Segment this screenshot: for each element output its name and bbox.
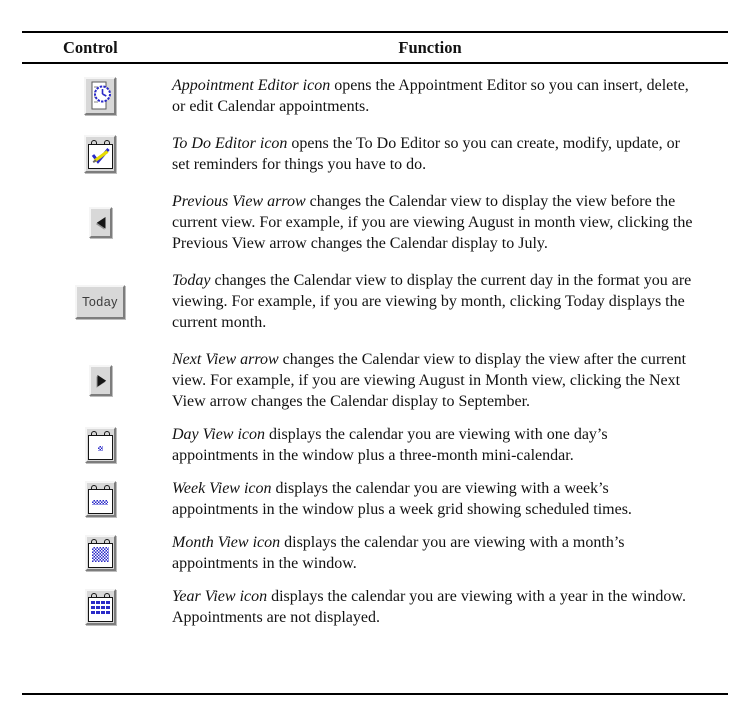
function-cell [172, 270, 697, 333]
control-description: displays the calendar you are viewing with a month’s appointments in the window. [172, 534, 625, 572]
previous-view-arrow-icon [89, 207, 112, 238]
column-header-control: Control [63, 37, 118, 57]
control-term: Day View icon [172, 426, 266, 443]
calendar-page-glyph [88, 539, 113, 568]
control-description: opens the Appointment Editor so you can insert, delete, or edit Calendar appointments. [172, 77, 689, 115]
table-bottom-rule [22, 693, 728, 695]
control-term: Month View icon [172, 534, 281, 551]
control-description: changes the Calendar view to display the current day in the format you are viewing. For example, if you are viewing by month, clicking Today displays the current month. [172, 272, 692, 331]
function-cell [172, 349, 697, 412]
calendar-page [88, 597, 113, 622]
appointment-editor-icon [84, 77, 116, 115]
calendar-page-glyph [88, 593, 113, 622]
control-cell [22, 135, 172, 173]
calendar-page [88, 489, 113, 514]
control-term: Next View arrow [172, 351, 279, 368]
function-cell [172, 532, 697, 574]
table-row-appointment-editor [22, 75, 728, 117]
todo-editor-icon [84, 135, 116, 173]
control-function-table [22, 31, 728, 628]
clock-page-glyph [88, 81, 112, 111]
control-cell [22, 77, 172, 115]
table-row-month-view [22, 532, 728, 574]
function-cell [172, 478, 697, 520]
control-description: displays the calendar you are viewing with a year in the window. Appointments are not displayed. [172, 588, 686, 626]
left-triangle-glyph [94, 215, 107, 231]
week-band-mark [92, 500, 108, 505]
control-term: Week View icon [172, 480, 272, 497]
function-cell [172, 75, 697, 117]
year-view-icon [85, 589, 116, 625]
calendar-page-glyph [88, 431, 113, 460]
table-row-previous-view [22, 191, 728, 254]
calendar-page-glyph [88, 485, 113, 514]
control-description: displays the calendar you are viewing with one day’s appointments in the window plus a three-month mini-calendar. [172, 426, 608, 464]
function-cell [172, 586, 697, 628]
table-row-day-view [22, 424, 728, 466]
today-button [75, 285, 125, 319]
table-row-week-view [22, 478, 728, 520]
table-header-row [22, 33, 728, 62]
pencil-check-glyph [89, 142, 112, 168]
control-term: Year View icon [172, 588, 268, 605]
control-cell [22, 481, 172, 517]
right-triangle-glyph [94, 373, 107, 389]
year-grid-mark [91, 601, 110, 615]
table-row-year-view [22, 586, 728, 628]
control-cell [22, 535, 172, 571]
month-view-icon [85, 535, 116, 571]
next-view-arrow-icon [89, 365, 112, 396]
control-description: displays the calendar you are viewing with a week’s appointments in the window plus a week grid showing scheduled times. [172, 480, 632, 518]
table-row-today [22, 270, 728, 333]
day-view-icon [85, 427, 116, 463]
control-cell [22, 589, 172, 625]
function-cell [172, 133, 697, 175]
table-body [22, 64, 728, 628]
week-view-icon [85, 481, 116, 517]
calendar-page [88, 543, 113, 568]
control-term: Previous View arrow [172, 193, 306, 210]
control-cell [22, 427, 172, 463]
day-mark [98, 446, 103, 451]
control-description: changes the Calendar view to display the view after the current view. For example, if you are viewing August in Month view, clicking the Next View arrow changes the Calendar display to September. [172, 351, 687, 410]
control-description: changes the Calendar view to display the view before the current view. For example, if you are viewing August in month view, clicking the Previous View arrow changes the Calendar display to July. [172, 193, 693, 252]
table-row-todo-editor [22, 133, 728, 175]
table-row-next-view [22, 349, 728, 412]
calendar-page [88, 435, 113, 460]
control-cell [22, 207, 172, 238]
today-button-label: Today [82, 294, 118, 309]
month-block-mark [92, 547, 109, 562]
control-term: Today [172, 272, 211, 289]
control-term: To Do Editor icon [172, 135, 288, 152]
control-term: Appointment Editor icon [172, 77, 331, 94]
function-cell [172, 191, 697, 254]
control-cell [22, 285, 172, 319]
control-cell [22, 365, 172, 396]
control-description: opens the To Do Editor so you can create, modify, update, or set reminders for things you have to do. [172, 135, 680, 173]
column-header-function: Function [398, 37, 462, 57]
function-cell [172, 424, 697, 466]
todo-page-glyph [88, 140, 113, 169]
